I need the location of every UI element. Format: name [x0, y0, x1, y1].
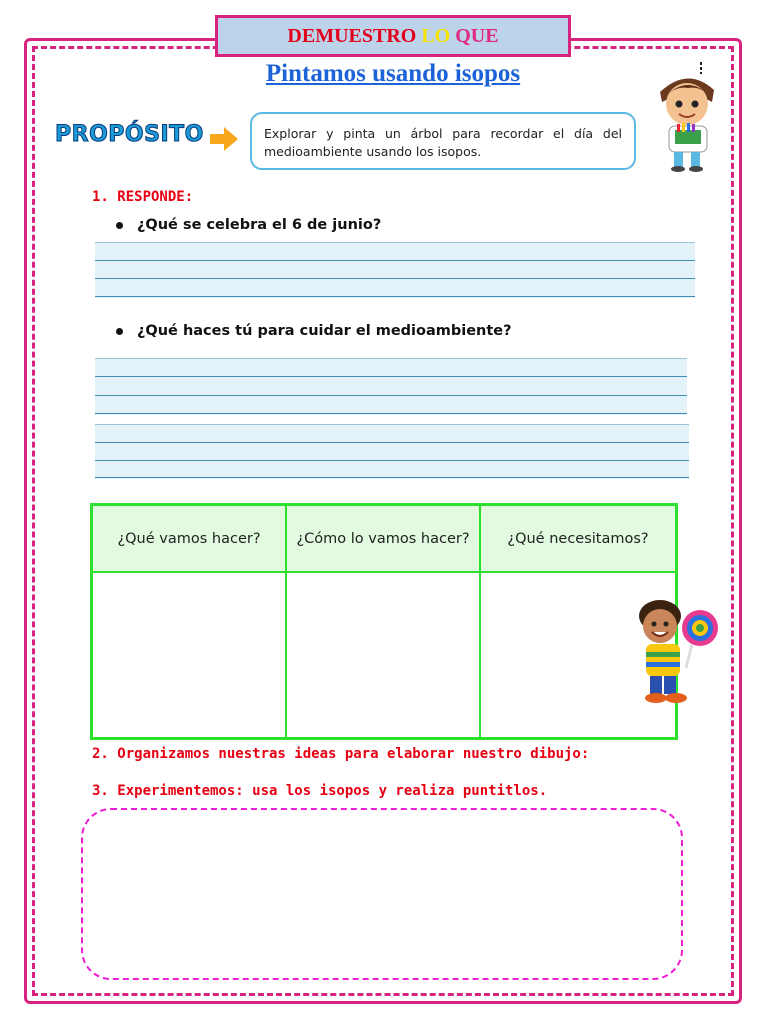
bullet-icon: [116, 328, 123, 335]
section-3-heading: 3. Experimentemos: usa los isopos y realiza puntitlos.: [92, 783, 548, 799]
question-2: [116, 323, 512, 339]
table-header-cell: ¿Qué vamos hacer?: [93, 506, 287, 573]
table-header-cell: ¿Qué necesitamos?: [481, 506, 675, 573]
header-word-2: LO: [421, 24, 451, 47]
table-answer-cell[interactable]: [93, 573, 287, 737]
header-word-3: QUE: [455, 24, 499, 47]
planning-table: [90, 503, 678, 740]
table-header-cell: ¿Cómo lo vamos hacer?: [287, 506, 481, 573]
arrow-right-icon: [208, 125, 240, 153]
child-holding-crayons-illustration: [650, 60, 726, 172]
answer-lines-1[interactable]: [95, 242, 695, 298]
purpose-box: Explorar y pinta un árbol para recordar el día del medioambiente usando los isopos.: [250, 112, 636, 170]
header-banner: [215, 15, 571, 57]
question-1-text: ¿Qué se celebra el 6 de junio?: [137, 217, 382, 233]
header-word-1: DEMUESTRO: [287, 24, 417, 47]
bullet-icon: [116, 222, 123, 229]
question-2-text: ¿Qué haces tú para cuidar el medioambiente?: [137, 323, 512, 339]
drawing-area[interactable]: [81, 808, 683, 980]
section-2-heading: 2. Organizamos nuestras ideas para elaborar nuestro dibujo:: [92, 746, 590, 762]
section-1-heading: 1. RESPONDE:: [92, 189, 194, 205]
proposito-label: PROPÓSITO: [55, 122, 204, 147]
answer-lines-2b[interactable]: [95, 424, 689, 479]
table-answer-cell[interactable]: [287, 573, 481, 737]
page-title: Pintamos usando isopos: [265, 60, 521, 87]
question-1: [116, 217, 381, 233]
child-holding-lollipop-illustration: [636, 594, 724, 710]
answer-lines-2a[interactable]: [95, 358, 687, 415]
